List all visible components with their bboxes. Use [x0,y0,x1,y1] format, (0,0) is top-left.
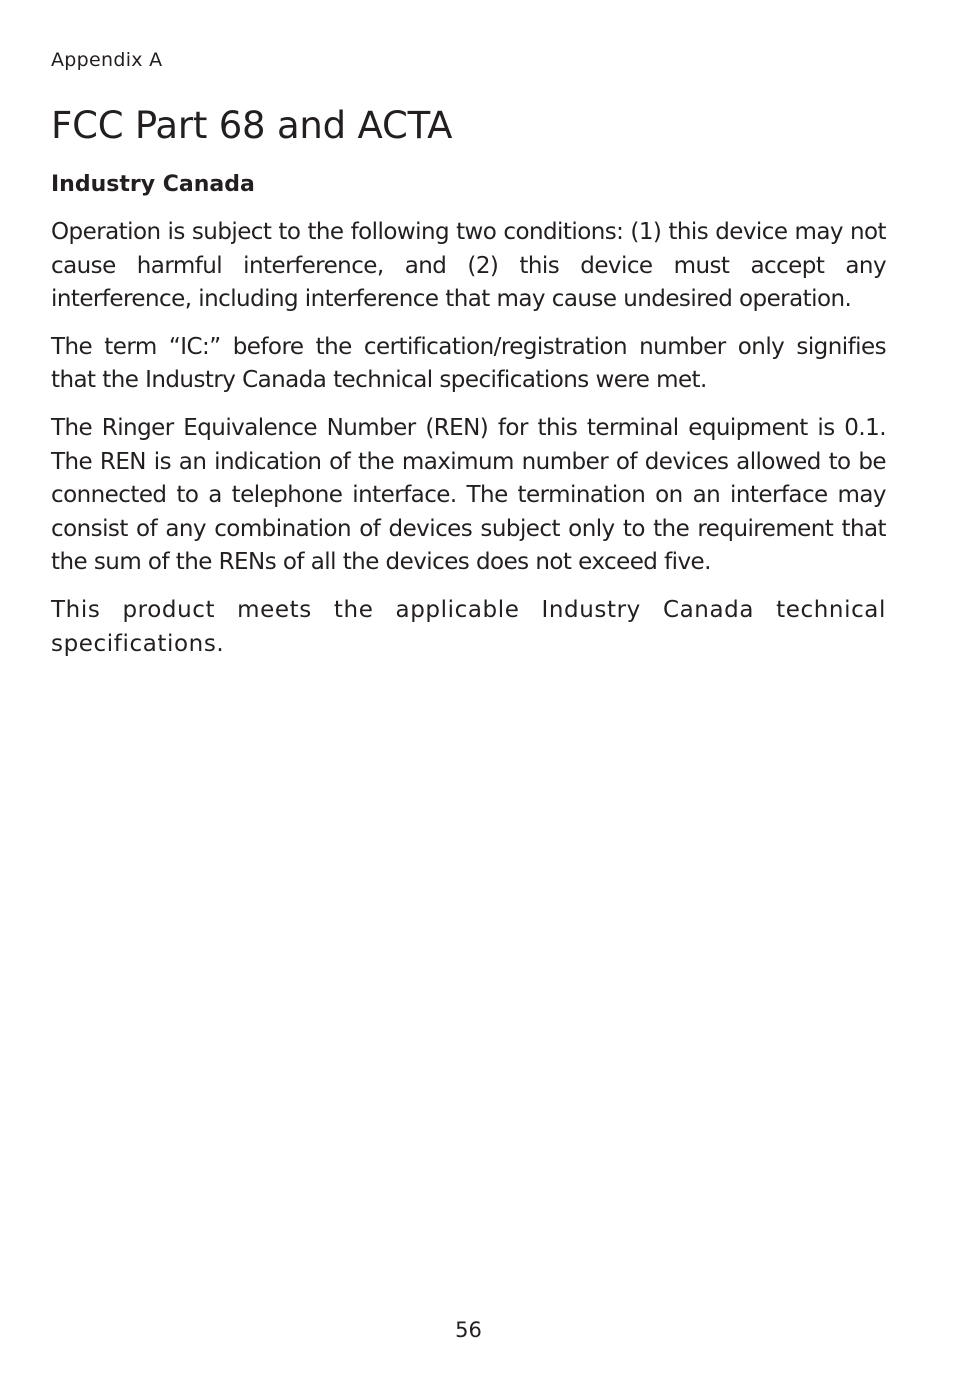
paragraph-ic-term: The term “IC:” before the certification/registration number only signifies that the Industry Canada technical specifications were met. [51,333,886,394]
page-title: FCC Part 68 and ACTA [51,104,453,147]
document-page [51,0,886,1392]
page-number: 56 [455,1318,482,1342]
paragraph-ren: The Ringer Equivalence Number (REN) for this terminal equipment is 0.1. The REN is an indication of the maximum number of devices allowed to be connected to a telephone interface. The termination on an interface may consist of any combination of devices subject only to the requirement that the sum of the RENs of all the devices does not exceed five. [51,414,886,576]
running-header: Appendix A [51,49,163,71]
paragraph-compliance: This product meets the applicable Industry Canada technical specifications. [51,596,886,657]
section-heading: Industry Canada [51,172,255,197]
section-industry-canada [51,168,886,675]
paragraph-operation-conditions: Operation is subject to the following two conditions: (1) this device may not cause harmful interference, and (2) this device must accept any interference, including interference that may cause undesired operation. [51,219,886,313]
